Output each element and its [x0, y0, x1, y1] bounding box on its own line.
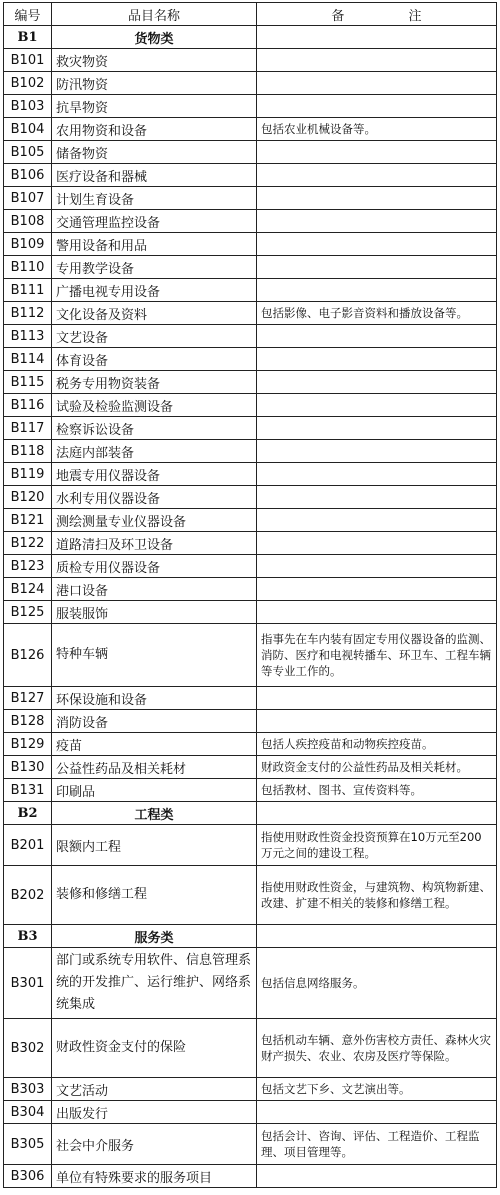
table-row — [4, 348, 497, 371]
item-name: 测绘测量专业仪器设备 — [52, 509, 257, 532]
table-row — [4, 463, 497, 486]
item-note: 包括机动车辆、意外伤害校方责任、森林火灾财产损失、农业、农房及医疗等保险。 — [257, 1019, 497, 1078]
table-row — [4, 825, 497, 866]
item-note — [257, 1101, 497, 1124]
item-code: B117 — [4, 417, 52, 440]
table-row — [4, 1019, 497, 1078]
item-name: 防汛物资 — [52, 72, 257, 95]
item-name: 装修和修缮工程 — [52, 866, 257, 925]
item-name: 部门或系统专用软件、信息管理系统的开发推广、运行维护、网络系统集成 — [52, 948, 257, 1019]
item-code: B109 — [4, 233, 52, 256]
item-code: B128 — [4, 710, 52, 733]
item-code: B108 — [4, 210, 52, 233]
table-row — [4, 578, 497, 601]
item-name: 广播电视专用设备 — [52, 279, 257, 302]
table-row — [4, 866, 497, 925]
item-note — [257, 49, 497, 72]
item-code: B106 — [4, 164, 52, 187]
item-code: B103 — [4, 95, 52, 118]
item-code: B126 — [4, 624, 52, 687]
table-row — [4, 256, 497, 279]
item-note: 包括会计、咨询、评估、工程造价、工程监理、项目管理等。 — [257, 1124, 497, 1165]
item-code: B305 — [4, 1124, 52, 1165]
category-name: 服务类 — [52, 925, 257, 948]
table-row — [4, 49, 497, 72]
item-name: 服装服饰 — [52, 601, 257, 624]
table-row — [4, 302, 497, 325]
item-name: 地震专用仪器设备 — [52, 463, 257, 486]
table-row — [4, 948, 497, 1019]
table-row — [4, 164, 497, 187]
item-name: 试验及检验监测设备 — [52, 394, 257, 417]
item-note — [257, 279, 497, 302]
item-note: 包括影像、电子影音资料和播放设备等。 — [257, 302, 497, 325]
item-code: B114 — [4, 348, 52, 371]
item-name: 医疗设备和器械 — [52, 164, 257, 187]
item-code: B304 — [4, 1101, 52, 1124]
item-note: 包括信息网络服务。 — [257, 948, 497, 1019]
item-name: 财政性资金支付的保险 — [52, 1019, 257, 1078]
item-name: 警用设备和用品 — [52, 233, 257, 256]
category-row — [4, 802, 497, 825]
item-name: 环保设施和设备 — [52, 687, 257, 710]
header-code: 编号 — [4, 3, 52, 26]
item-note: 指事先在车内装有固定专用仪器设备的监测、消防、医疗和电视转播车、环卫车、工程车辆等专业工作的。 — [257, 624, 497, 687]
table-row — [4, 687, 497, 710]
item-note — [257, 95, 497, 118]
table-row — [4, 1124, 497, 1165]
item-note: 财政资金支付的公益性药品及相关耗材。 — [257, 756, 497, 779]
item-note — [257, 486, 497, 509]
item-name: 质检专用仪器设备 — [52, 555, 257, 578]
item-code: B102 — [4, 72, 52, 95]
table-row — [4, 509, 497, 532]
category-note — [257, 925, 497, 948]
table-row — [4, 394, 497, 417]
item-note — [257, 687, 497, 710]
item-code: B301 — [4, 948, 52, 1019]
item-note — [257, 348, 497, 371]
item-name: 农用物资和设备 — [52, 118, 257, 141]
item-note — [257, 532, 497, 555]
item-code: B129 — [4, 733, 52, 756]
item-name: 特种车辆 — [52, 624, 257, 687]
table-row — [4, 279, 497, 302]
item-note — [257, 187, 497, 210]
item-name: 社会中介服务 — [52, 1124, 257, 1165]
item-code: B118 — [4, 440, 52, 463]
item-note: 包括人疾控疫苗和动物疾控疫苗。 — [257, 733, 497, 756]
header-note: 备 注 — [257, 3, 497, 26]
item-note — [257, 325, 497, 348]
table-row — [4, 710, 497, 733]
item-code: B113 — [4, 325, 52, 348]
item-name: 救灾物资 — [52, 49, 257, 72]
item-name: 印刷品 — [52, 779, 257, 802]
item-note — [257, 164, 497, 187]
item-name: 交通管理监控设备 — [52, 210, 257, 233]
item-code: B119 — [4, 463, 52, 486]
item-code: B302 — [4, 1019, 52, 1078]
item-code: B111 — [4, 279, 52, 302]
table-row — [4, 371, 497, 394]
item-code: B303 — [4, 1078, 52, 1101]
table-row — [4, 532, 497, 555]
item-code: B131 — [4, 779, 52, 802]
item-code: B122 — [4, 532, 52, 555]
table-row — [4, 601, 497, 624]
table-row — [4, 325, 497, 348]
item-note — [257, 417, 497, 440]
item-code: B121 — [4, 509, 52, 532]
item-name: 计划生育设备 — [52, 187, 257, 210]
item-name: 文化设备及资料 — [52, 302, 257, 325]
table-row — [4, 486, 497, 509]
table-row — [4, 187, 497, 210]
table-row — [4, 141, 497, 164]
item-code: B130 — [4, 756, 52, 779]
item-note — [257, 256, 497, 279]
item-name: 单位有特殊要求的服务项目 — [52, 1165, 257, 1188]
item-code: B202 — [4, 866, 52, 925]
table-row — [4, 95, 497, 118]
table-row — [4, 1078, 497, 1101]
table-row — [4, 779, 497, 802]
item-name: 税务专用物资装备 — [52, 371, 257, 394]
procurement-catalog-table — [3, 2, 497, 1188]
item-note — [257, 233, 497, 256]
item-name: 水利专用仪器设备 — [52, 486, 257, 509]
item-note: 包括文艺下乡、文艺演出等。 — [257, 1078, 497, 1101]
item-note: 指使用财政性资金投资预算在10万元至200万元之间的建设工程。 — [257, 825, 497, 866]
item-note — [257, 601, 497, 624]
item-code: B105 — [4, 141, 52, 164]
item-note: 指使用财政性资金，与建筑物、构筑物新建、改建、扩建不相关的装修和修缮工程。 — [257, 866, 497, 925]
table-row — [4, 1165, 497, 1188]
item-note — [257, 463, 497, 486]
item-code: B123 — [4, 555, 52, 578]
item-name: 文艺设备 — [52, 325, 257, 348]
item-code: B127 — [4, 687, 52, 710]
category-note — [257, 802, 497, 825]
item-name: 专用教学设备 — [52, 256, 257, 279]
category-row — [4, 26, 497, 49]
item-note — [257, 1165, 497, 1188]
category-code: B3 — [4, 925, 52, 948]
item-note — [257, 710, 497, 733]
item-code: B104 — [4, 118, 52, 141]
table-row — [4, 210, 497, 233]
table-row — [4, 417, 497, 440]
category-name: 货物类 — [52, 26, 257, 49]
item-note: 包括农业机械设备等。 — [257, 118, 497, 141]
item-note — [257, 72, 497, 95]
item-code: B112 — [4, 302, 52, 325]
item-name: 消防设备 — [52, 710, 257, 733]
item-name: 体育设备 — [52, 348, 257, 371]
item-code: B115 — [4, 371, 52, 394]
item-code: B306 — [4, 1165, 52, 1188]
table-row — [4, 118, 497, 141]
item-note — [257, 394, 497, 417]
item-code: B107 — [4, 187, 52, 210]
category-code: B2 — [4, 802, 52, 825]
item-note — [257, 141, 497, 164]
item-code: B116 — [4, 394, 52, 417]
table-row — [4, 624, 497, 687]
item-name: 检察诉讼设备 — [52, 417, 257, 440]
item-name: 疫苗 — [52, 733, 257, 756]
item-note — [257, 509, 497, 532]
item-note — [257, 555, 497, 578]
item-note — [257, 440, 497, 463]
category-row — [4, 925, 497, 948]
item-name: 抗旱物资 — [52, 95, 257, 118]
item-name: 港口设备 — [52, 578, 257, 601]
item-code: B101 — [4, 49, 52, 72]
table-row — [4, 1101, 497, 1124]
table-header-row — [4, 3, 497, 26]
item-name: 法庭内部装备 — [52, 440, 257, 463]
table-row — [4, 555, 497, 578]
table-body — [4, 26, 497, 1188]
item-name: 道路清扫及环卫设备 — [52, 532, 257, 555]
item-code: B125 — [4, 601, 52, 624]
item-name: 公益性药品及相关耗材 — [52, 756, 257, 779]
item-note — [257, 578, 497, 601]
table-row — [4, 72, 497, 95]
item-note — [257, 371, 497, 394]
item-note: 包括教材、图书、宣传资料等。 — [257, 779, 497, 802]
item-code: B201 — [4, 825, 52, 866]
header-name: 品目名称 — [52, 3, 257, 26]
category-code: B1 — [4, 26, 52, 49]
item-name: 储备物资 — [52, 141, 257, 164]
category-note — [257, 26, 497, 49]
table-row — [4, 733, 497, 756]
item-name: 限额内工程 — [52, 825, 257, 866]
item-code: B120 — [4, 486, 52, 509]
item-note — [257, 210, 497, 233]
item-code: B124 — [4, 578, 52, 601]
item-code: B110 — [4, 256, 52, 279]
table-row — [4, 756, 497, 779]
table-row — [4, 440, 497, 463]
table-row — [4, 233, 497, 256]
category-name: 工程类 — [52, 802, 257, 825]
item-name: 文艺活动 — [52, 1078, 257, 1101]
item-name: 出版发行 — [52, 1101, 257, 1124]
